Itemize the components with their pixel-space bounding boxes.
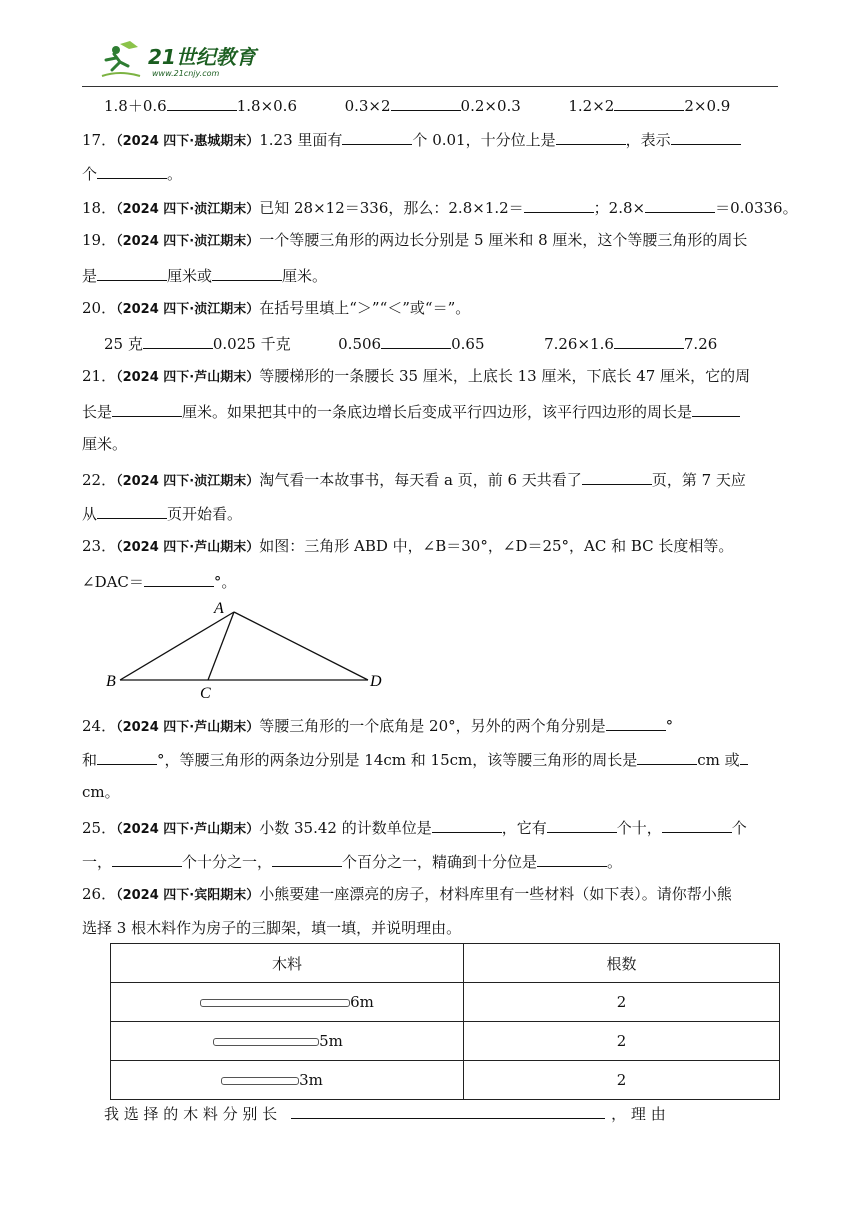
count-cell: 2: [464, 983, 780, 1022]
table-row: [111, 1022, 780, 1061]
q16-row: 1.8＋0.6 1.8×0.6 0.3×2 0.2×0.3 1.2×2 2×0.9: [104, 94, 778, 116]
material-cell: 5m: [111, 1022, 464, 1061]
header-rule: [82, 86, 778, 87]
label-A: A: [214, 600, 224, 617]
question-25: 25．（2024 四下·芦山期末）小数 35.42 的计数单位是 ，它有 个十， 个: [82, 816, 778, 840]
question-19-cont: 是 厘米或 厘米。: [82, 264, 778, 286]
col-header-count: 根数: [464, 944, 780, 983]
question-25-cont: 一， 个十分之一， 个百分之一，精确到十分位是 。: [82, 850, 778, 872]
svg-text:21世纪教育: 21世纪教育: [148, 45, 256, 69]
segment-AD: [234, 612, 368, 680]
question-19: 19．（2024 四下·浈江期末）一个等腰三角形的两边长分别是 5 厘米和 8 厘米，这个等腰三角形的周长: [82, 231, 748, 249]
materials-table: [110, 943, 780, 1100]
triangle-diagram: [100, 596, 400, 700]
question-26-cont: 选择 3 根木料作为房子的三脚架，填一填，并说明理由。: [82, 919, 462, 937]
label-D: D: [370, 673, 382, 690]
svg-text:www.21cnjy.com: www.21cnjy.com: [152, 69, 220, 78]
label-C: C: [200, 685, 211, 700]
question-23-cont: ∠DAC＝ °。: [82, 570, 778, 592]
question-20: 20．（2024 四下·浈江期末）在括号里填上“＞”“＜”或“＝”。: [82, 299, 471, 317]
count-cell: 2: [464, 1061, 780, 1100]
wood-stick-icon: [221, 1077, 299, 1085]
logo: [100, 40, 270, 80]
question-21-cont: 长是 厘米。如果把其中的一条底边增长后变成平行四边形，该平行四边形的周长是: [82, 400, 778, 422]
question-26-answer: 我 选 择 的 木 料 分 别 长 ， 理 由: [104, 1102, 778, 1124]
label-B: B: [106, 673, 116, 690]
wood-stick-icon: [213, 1038, 319, 1046]
col-header-material: 木料: [111, 944, 464, 983]
question-22-cont: 从 页开始看。: [82, 502, 778, 524]
segment-AC: [208, 612, 234, 680]
question-24-cont2: cm。: [82, 783, 120, 801]
count-cell: 2: [464, 1022, 780, 1061]
question-26: 26．（2024 四下·宾阳期末）小熊要建一座漂亮的房子，材料库里有一些材料（如下表）。请你帮小熊: [82, 885, 732, 903]
question-24-cont: 和 °，等腰三角形的两条边分别是 14cm 和 15cm，该等腰三角形的周长是 cm 或: [82, 748, 778, 770]
table-row: [111, 1061, 780, 1100]
question-17-cont: 个 。: [82, 162, 778, 184]
question-21: 21．（2024 四下·芦山期末）等腰梯形的一条腰长 35 厘米，上底长 13 厘米，下底长 47 厘米，它的周: [82, 367, 751, 385]
question-20-items: 25 克 0.025 千克 0.506 0.65 7.26×1.6 7.26: [104, 332, 778, 354]
wood-stick-icon: [200, 999, 350, 1007]
question-22: 22．（2024 四下·浈江期末）淘气看一本故事书，每天看 a 页，前 6 天共看了 页，第 7 天应: [82, 468, 778, 492]
page-header: [0, 0, 860, 86]
question-23: 23．（2024 四下·芦山期末）如图：三角形 ABD 中，∠B＝30°，∠D＝25°，AC 和 BC 长度相等。: [82, 537, 734, 555]
material-cell: 6m: [111, 983, 464, 1022]
question-24: 24．（2024 四下·芦山期末）等腰三角形的一个底角是 20°，另外的两个角分别是 °: [82, 714, 778, 738]
question-18: 18．（2024 四下·浈江期末）已知 28×12＝336，那么：2.8×1.2＝ ；2.8× ＝0.0336。: [82, 196, 778, 220]
table-row: [111, 983, 780, 1022]
question-21-cont2: 厘米。: [82, 435, 128, 453]
segment-AB: [120, 612, 234, 680]
material-cell: 3m: [111, 1061, 464, 1100]
runner-icon: [102, 41, 140, 76]
question-17: 17．（2024 四下·惠城期末）1.23 里面有 个 0.01，十分位上是 ，表示: [82, 128, 778, 152]
table-header-row: [111, 944, 780, 983]
